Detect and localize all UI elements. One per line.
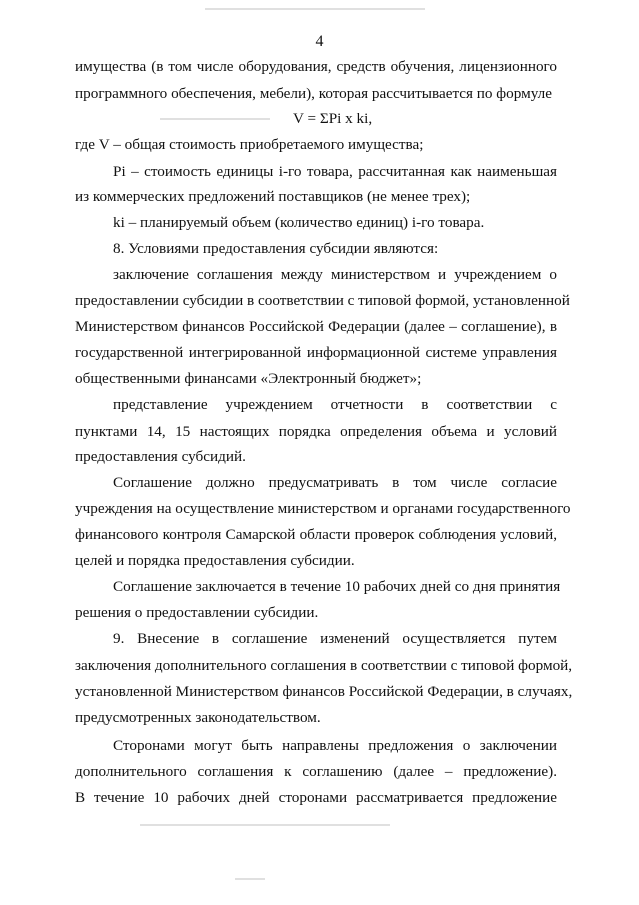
text-line: Министерством финансов Российской Федерации (далее – соглашение), в: [75, 318, 557, 335]
text-line: из коммерческих предложений поставщиков (не менее трех);: [75, 188, 471, 205]
section-heading: 8. Условиями предоставления субсидии являются:: [113, 240, 439, 257]
scan-noise: [235, 878, 265, 880]
text-line: целей и порядка предоставления субсидии.: [75, 552, 355, 569]
text-line: учреждения на осуществление министерством и органами государственного: [75, 500, 571, 517]
text-line: имущества (в том числе оборудования, средств обучения, лицензионного: [75, 58, 557, 75]
section-heading: 9. Внесение в соглашение изменений осуществляется путем: [113, 630, 557, 647]
text-line: ki – планируемый объем (количество единиц) i-го товара.: [113, 214, 485, 231]
text-line: заключения дополнительного соглашения в соответствии с типовой формой,: [75, 657, 573, 674]
text-line: В течение 10 рабочих дней сторонами рассматривается предложение: [75, 789, 557, 806]
text-line: где V – общая стоимость приобретаемого имущества;: [75, 136, 424, 153]
text-line: Соглашение должно предусматривать в том числе согласие: [113, 474, 557, 491]
text-line: представление учреждением отчетности в соответствии с: [113, 396, 557, 413]
text-line: Соглашение заключается в течение 10 рабочих дней со дня принятия: [113, 578, 561, 595]
scan-noise: [140, 824, 390, 826]
text-line: государственной интегрированной информационной системе управления: [75, 344, 557, 361]
text-line: предоставления субсидий.: [75, 448, 246, 465]
scan-noise: [205, 8, 425, 10]
text-line: общественными финансами «Электронный бюджет»;: [75, 370, 422, 387]
page-number: 4: [315, 33, 324, 50]
text-line: заключение соглашения между министерством и учреждением о: [113, 266, 557, 283]
text-line: финансового контроля Самарской области проверок соблюдения условий,: [75, 526, 557, 543]
text-line: решения о предоставлении субсидии.: [75, 604, 319, 621]
text-line: установленной Министерством финансов Российской Федерации, в случаях,: [75, 683, 573, 700]
text-line: пунктами 14, 15 настоящих порядка определения объема и условий: [75, 423, 557, 440]
text-line: программного обеспечения, мебели), которая рассчитывается по формуле: [75, 85, 552, 102]
formula: V = ΣPi x ki,: [293, 110, 373, 127]
text-line: предоставлении субсидии в соответствии с типовой формой, установленной: [75, 292, 570, 309]
text-line: дополнительного соглашения к соглашению (далее – предложение).: [75, 763, 557, 780]
text-line: Pi – стоимость единицы i-го товара, рассчитанная как наименьшая: [113, 163, 557, 180]
text-line: предусмотренных законодательством.: [75, 709, 321, 726]
text-line: Сторонами могут быть направлены предложения о заключении: [113, 737, 557, 754]
scan-noise: [160, 118, 270, 120]
